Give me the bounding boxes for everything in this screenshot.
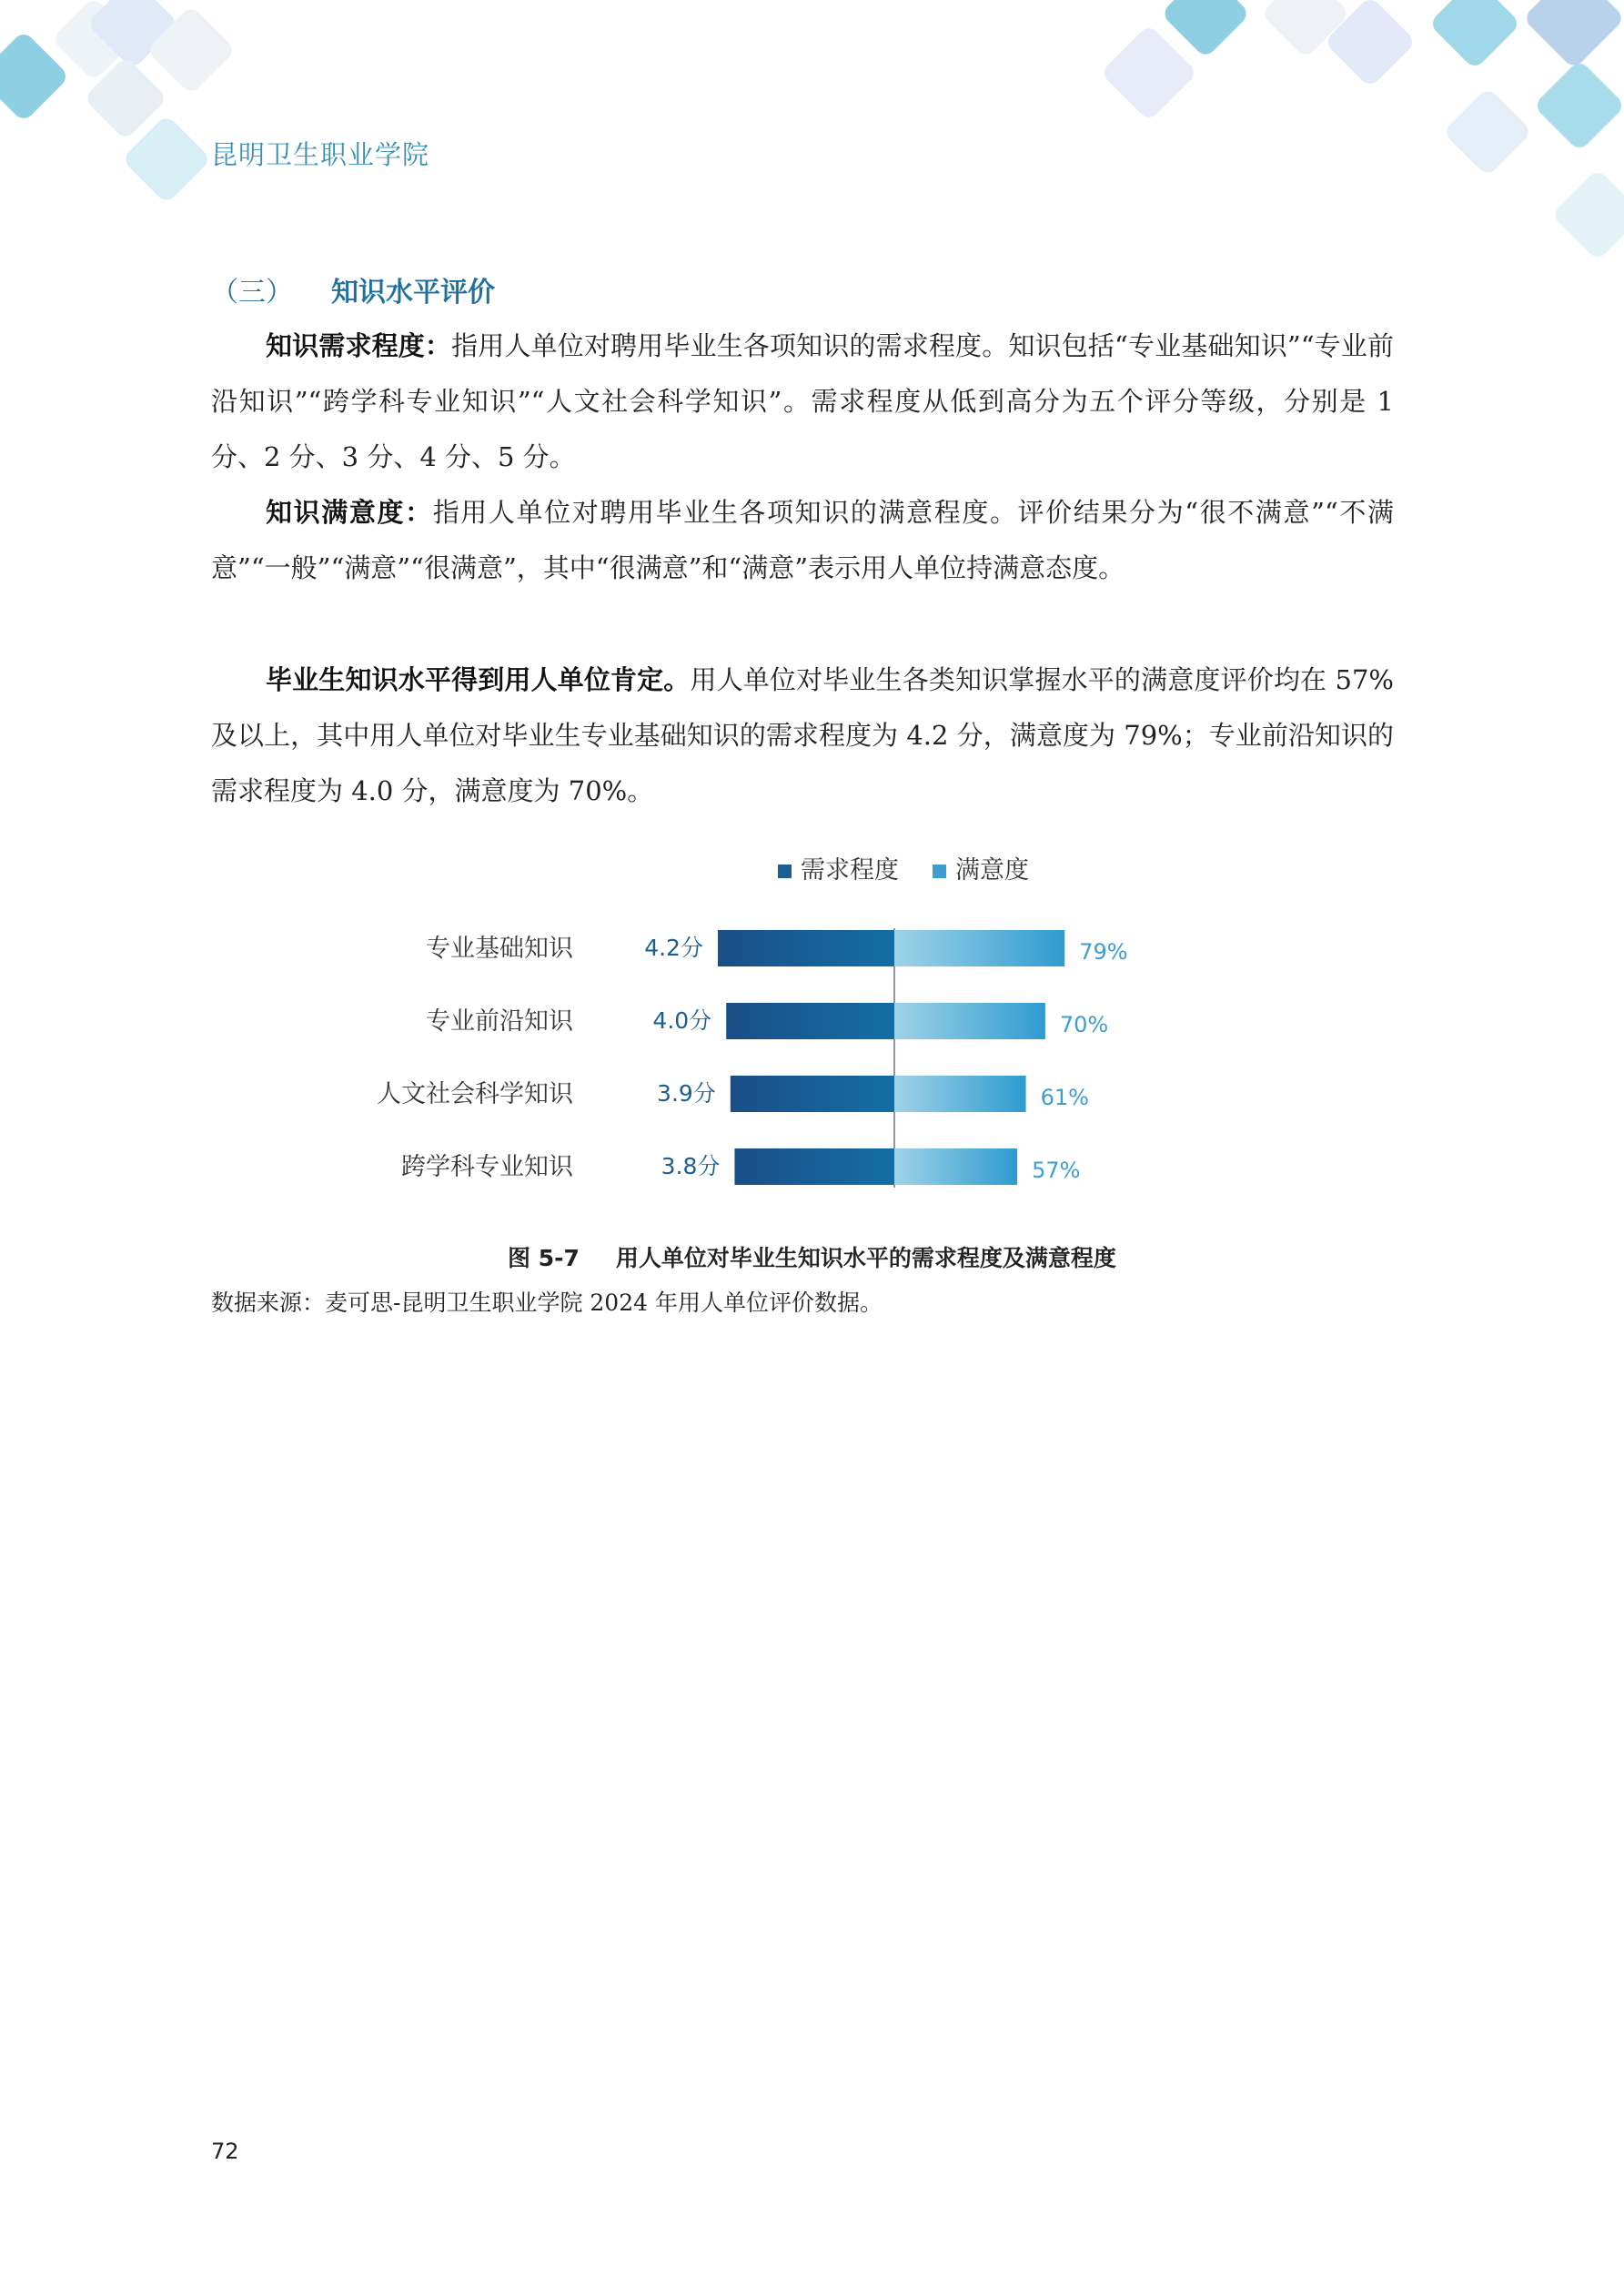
- data-label-demand: 4.0分: [652, 1007, 712, 1034]
- paragraph-lead: 知识需求程度：: [266, 330, 452, 361]
- page-number: 72: [211, 2139, 239, 2164]
- knowledge-butterfly-chart: [346, 837, 1165, 1201]
- bar-satisfaction: [894, 1148, 1017, 1185]
- figure-number: 图 5-7: [508, 1245, 580, 1271]
- figure-title: 用人单位对毕业生知识水平的需求程度及满意程度: [615, 1245, 1116, 1271]
- legend-swatch-satisfaction: [933, 865, 946, 878]
- paragraph-lead: 知识满意度：: [266, 497, 433, 528]
- data-label-satisfaction: 79%: [1079, 939, 1128, 965]
- bar-demand: [734, 1148, 894, 1185]
- figure-caption: [0, 1240, 1624, 1273]
- chart-marks: [377, 930, 1128, 1185]
- bar-demand: [731, 1076, 894, 1112]
- legend-label-satisfaction: 满意度: [955, 856, 1029, 885]
- section-heading: [211, 269, 495, 309]
- bar-satisfaction: [894, 930, 1064, 966]
- section-number: （三）: [211, 277, 293, 308]
- category-label: 跨学科专业知识: [401, 1153, 573, 1181]
- legend-swatch-demand: [778, 865, 792, 878]
- bar-demand: [718, 930, 894, 966]
- paragraph-text: 用人单位对毕业生各类知识掌握水平的满意度评价均在 57%及以上，其中用人单位对毕业生专业基础知识的需求程度为 4.2 分，满意度为 79%；专业前沿知识的需求程度为 4.0 分，满意度为 70%。: [211, 664, 1394, 806]
- section-title: 知识水平评价: [331, 277, 495, 308]
- corner-tiles-right: [1100, 0, 1624, 261]
- category-label: 专业前沿知识: [426, 1007, 573, 1036]
- header-school-name: 昆明卫生职业学院: [211, 139, 430, 170]
- data-source-note: 数据来源：麦可思-昆明卫生职业学院 2024 年用人单位评价数据。: [211, 1290, 883, 1316]
- paragraph-knowledge-satisfaction: [211, 485, 1394, 596]
- bar-satisfaction: [894, 1003, 1045, 1039]
- data-label-demand: 3.9分: [657, 1080, 716, 1107]
- bar-satisfaction: [894, 1076, 1026, 1112]
- data-label-satisfaction: 61%: [1040, 1085, 1089, 1110]
- corner-tiles-left: [0, 0, 236, 204]
- bar-demand: [726, 1003, 894, 1039]
- paragraph-knowledge-demand: [211, 319, 1394, 485]
- legend-label-demand: 需求程度: [801, 856, 899, 885]
- category-label: 人文社会科学知识: [377, 1080, 573, 1108]
- chart-legend: [778, 856, 1029, 885]
- paragraph-text: 指用人单位对聘用毕业生各项知识的满意程度。评价结果分为“很不满意”“不满意”“一般”“满意”“很满意”，其中“很满意”和“满意”表示用人单位持满意态度。: [211, 497, 1394, 583]
- data-label-satisfaction: 70%: [1059, 1012, 1109, 1037]
- paragraph-text: 指用人单位对聘用毕业生各项知识的需求程度。知识包括“专业基础知识”“专业前沿知识”“跨学科专业知识”“人文社会科学知识”。需求程度从低到高分为五个评分等级，分别是 1 分、2 分、3 分、4 分、5 分。: [211, 330, 1394, 472]
- category-label: 专业基础知识: [426, 935, 573, 963]
- paragraph-knowledge-affirmed: [211, 652, 1394, 819]
- data-label-demand: 3.8分: [661, 1153, 721, 1179]
- data-label-demand: 4.2分: [644, 935, 703, 961]
- data-label-satisfaction: 57%: [1032, 1158, 1081, 1183]
- paragraph-lead: 毕业生知识水平得到用人单位肯定。: [266, 664, 691, 695]
